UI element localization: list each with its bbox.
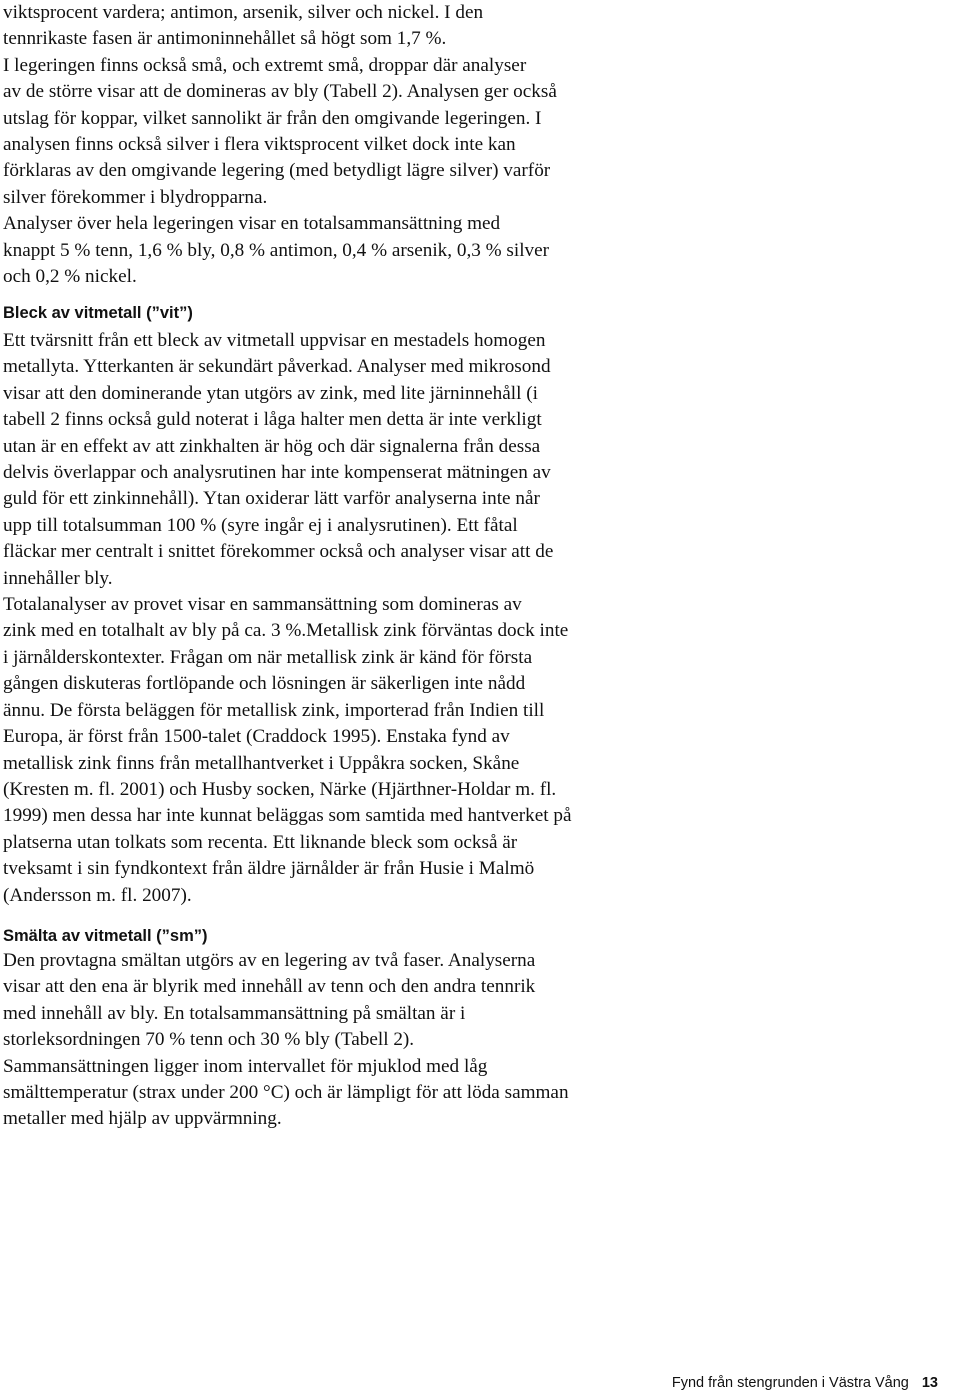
page-footer xyxy=(672,1373,938,1393)
body-paragraph-section-3: Den provtagna smältan utgörs av en legering av två faser. Analyserna visar att den ena är blyrik med innehåll av tenn och den andra tennrik med innehåll av bly. En totalsammansättning på smältan är i storleksordningen 70 % tenn och 30 % bly (Tabell 2). Sammansättningen ligger inom intervallet för mjuklod med låg smälttemperatur (strax under 200 °C) och är lämpligt för att löda samman metaller med hjälp av uppvärmning. xyxy=(3,950,569,1130)
body-paragraph-section-1: viktsprocent vardera; antimon, arsenik, silver och nickel. I den tennrikaste fasen är antimoninnehållet så högt som 1,7 %. I legeringen finns också små, och extremt små, droppar där analyser av de större visar att de domineras av bly (Tabell 2). Analysen ger också utslag för koppar, vilket sannolikt är från den omgivande legeringen. I analysen finns också silver i flera viktsprocent vilket dock inte kan förklaras av den omgivande legering (med betydligt lägre silver) varför silver förekommer i blydropparna. Analyser över hela legeringen visar en totalsammansättning med knappt 5 % tenn, 1,6 % bly, 0,8 % antimon, 0,4 % arsenik, 0,3 % silver och 0,2 % nickel. xyxy=(3,2,557,288)
section-heading-bleck: Bleck av vitmetall (”vit”) xyxy=(3,304,193,322)
body-paragraph-section-2: Ett tvärsnitt från ett bleck av vitmetall uppvisar en mestadels homogen metallyta. Ytterkanten är sekundärt påverkad. Analyser med mikrosond visar att den dominerande ytan utgörs av zink, med lite järninnehåll (i tabell 2 finns också guld noterat i låga halter men detta är inte verkligt utan är en effekt av att zinkhalten är hög och där signalerna från dessa delvis överlappar och analysrutinen har inte kompenserat mätningen av guld för ett zinkinnehåll). Ytan oxiderar lätt varför analyserna inte når upp till totalsumman 100 % (syre ingår ej i analysrutinen). Ett fåtal fläckar mer centralt i snittet förekommer också och analyser visar att de innehåller bly. Totalanalyser av provet visar en sammansättning som domineras av zink med en totalhalt av bly på ca. 3 %.Metallisk zink förväntas dock inte i järnålderskontexter. Frågan om när metallisk zink är känd för första gången diskuteras fortlöpande och lösningen är säkerligen inte nådd ännu. De första beläggen för metallisk zink, importerad från Indien till Europa, är först från 1500-talet (Craddock 1995). Enstaka fynd av metallisk zink finns från metallhantverket i Uppåkra socken, Skåne (Kresten m. fl. 2001) och Husby socken, Närke (Hjärthner-Holdar m. fl. 1999) men dessa har inte kunnat beläggas som samtida med hantverket på platserna utan tolkats som recenta. Ett liknande bleck som också är tveksamt i sin fyndkontext från äldre järnålder är från Husie i Malmö (Andersson m. fl. 2007). xyxy=(3,330,572,906)
section-heading-smalta: Smälta av vitmetall (”sm”) xyxy=(3,927,208,945)
footer-title: Fynd från stengrunden i Västra Vång xyxy=(671,1375,909,1391)
page-number: 13 xyxy=(921,1375,938,1391)
